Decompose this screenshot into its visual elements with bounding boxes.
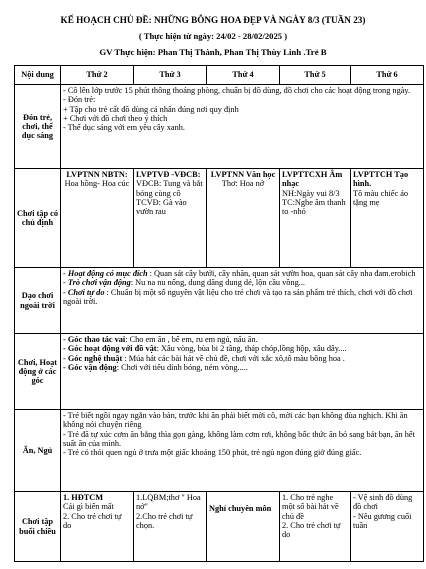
cell-friday [351,169,424,268]
content-line [63,344,421,353]
cell-text: 1. Cho trẻ nghe một số bài hát về chủ đề [282,493,339,521]
cell-wednesday [207,492,280,562]
item-text: : Chuẩn bị một số nguyên vật liệu cho trẻ chơi và tạo ra sản phẩm trẻ thích, chơi với đồ chơi ngoài trời. [63,287,413,306]
row-label: Chơi tập buổi chiều [15,492,61,562]
cell-monday [61,169,134,268]
content-line: - Đón trẻ: [63,95,96,105]
column-header: Thứ 3 [134,66,207,85]
cell-text: TC:Nghe âm thanh to -nhỏ [282,197,346,217]
row-content [61,85,424,169]
item-text: : Múa hát các bài hát về chủ đề, chơi với xắc xô,tô màu bông hoa . [122,353,345,363]
cell-text: 2. Cho trẻ chơi tự do [282,520,341,540]
content-line [63,278,421,287]
content-line: - Cô lên lớp trước 15 phút thông thoáng phòng, chuẩn bị đồ dùng, đồ chơi cho các hoạt động trong ngày. [63,86,411,95]
table-header-row [15,66,424,85]
table-row [15,268,424,334]
column-header: Thứ 5 [280,66,351,85]
content-line [63,354,421,363]
cell-text: Thơ: Hoa nở [221,179,265,189]
table-row [15,85,424,169]
content-line [63,363,421,372]
item-text: : Quan sát cây bưởi, cây nhãn, quan sát vườn hoa, quan sát cây nha đam.erobich [147,269,416,278]
content-line: + Chơi với đồ chơi theo ý thích [63,113,168,123]
item-text: : Chơi với tiêu dính bóng, ném vòng..... [116,362,248,372]
plan-dates: ( Thực hiện từ ngày: 24/02 - 28/02/2025 ) [138,31,288,41]
item-text: : Cho em ăn , bế em, ru em ngủ, nấu ăn. [125,335,258,344]
content-line [63,335,421,344]
cell-thursday [280,492,351,562]
cell-heading: 1. HĐTCM [63,493,104,502]
cell-tuesday [134,169,207,268]
column-header: Nội dung [15,66,61,85]
item-title: - Góc thao tác vai [63,335,126,344]
content-line: + Tập cho trẻ cất đồ dùng cá nhân đúng nơi quy định [63,104,239,114]
cell-text: 2.Cho trẻ chơi tự chọn. [136,511,193,530]
row-content [61,410,424,492]
row-content [61,334,424,410]
content-line: - Trẻ đã tự xúc cơm ăn bằng thìa gọn gàng, không làm cơm rơi, không bốc thức ăn bỏ sang bát bạn, ăn hết suất ăn của mình. [63,429,415,448]
row-label: Ăn, Ngủ [15,410,61,492]
cell-monday [61,492,134,562]
row-label: Chơi tập có chủ định [15,169,61,268]
content-line [63,288,421,307]
cell-text: - Vệ sinh đồ dùng đồ chơi [353,493,413,512]
cell-text: NH:Ngày vui 8/3 [282,188,340,198]
column-header: Thứ 6 [351,66,424,85]
cell-text: VĐCB: Tung và bắt bóng cùng cô [136,179,203,198]
content-line [63,269,421,278]
plan-teachers: GV Thực hiện: Phan Thị Thành, Phan Thị Thùy Linh .Trẻ B [99,47,327,57]
row-label: Dạo chơi ngoài trời [15,268,61,334]
column-header: Thứ 4 [207,66,280,85]
cell-thursday [280,169,351,268]
item-title: - Trò chơi vận động [63,278,131,288]
plan-title: KẾ HOẠCH CHỦ ĐỀ: NHỮNG BÔNG HOA ĐẸP VÀ NGÀY 8/3 (TUẦN 23) [60,15,366,25]
weekly-plan-table [14,65,424,562]
table-row [15,410,424,492]
cell-text: 1.LQBM;thơ " Hoa nở" [136,493,201,512]
cell-text: - Nêu gương cuối tuần [353,511,412,530]
table-row [15,492,424,562]
cell-heading: LVPTVĐ -VĐCB: [136,170,201,179]
row-label: Chơi, Hoạt động ở các góc [15,334,61,410]
column-header: Thứ 2 [61,66,134,85]
cell-wednesday [207,169,280,268]
cell-heading: LVPTNN Văn học [210,170,276,179]
row-content [61,268,424,334]
cell-heading: Nghỉ chuyên môn [209,504,272,513]
cell-friday [351,492,424,562]
item-title: - Góc vận động [63,362,117,372]
row-label: Đón trẻ, chơi, thể dục sáng [15,85,61,169]
cell-tuesday [134,492,207,562]
cell-text: Cái gì biến mất [63,502,114,512]
item-text: : Nu na nu nống, dung dăng dung dẻ, lộn cầu vồng... [130,278,305,288]
cell-text: Hoa hồng- Hoa cúc [64,179,130,189]
content-line: - Trẻ có thói quen ngủ ở trưa một giấc khoảng 150 phút, trẻ ngủ ngon đúng giờ đúng giấc. [63,448,362,458]
table-row [15,334,424,410]
cell-heading: LVPTTCH Tạo hình. [353,170,409,189]
cell-text: Tô màu chiếc áo tặng mẹ [353,188,409,207]
item-title: - Góc nghệ thuật [63,353,123,363]
content-line: - Trẻ biết ngồi ngay ngắn vào bàn, trước khi ăn phải biết mời cô, mời các bạn không đùa nghịch. Khi ăn không nói chuyện riêng [63,411,408,430]
item-title: - Chơi tự do [63,287,105,297]
item-title: - Góc hoạt động với đồ vật [63,344,157,354]
cell-text: 2. Cho trẻ chơi tự do [63,511,122,530]
content-line: - Thể dục sáng với em yêu cây xanh. [63,123,185,133]
table-row [15,169,424,268]
cell-heading: LVPTNN NBTN: [66,170,128,179]
cell-heading: LVPTTCXH Âm nhạc [282,170,343,189]
cell-text: TCVĐ: Gà vào vườn rau [136,197,187,217]
item-text: : Xâu vòng, bùa bi 2 tầng, tháp chóp,lồng hộp, xâu dây.... [156,344,347,354]
item-title: - Hoạt động có mục đích [63,269,148,278]
